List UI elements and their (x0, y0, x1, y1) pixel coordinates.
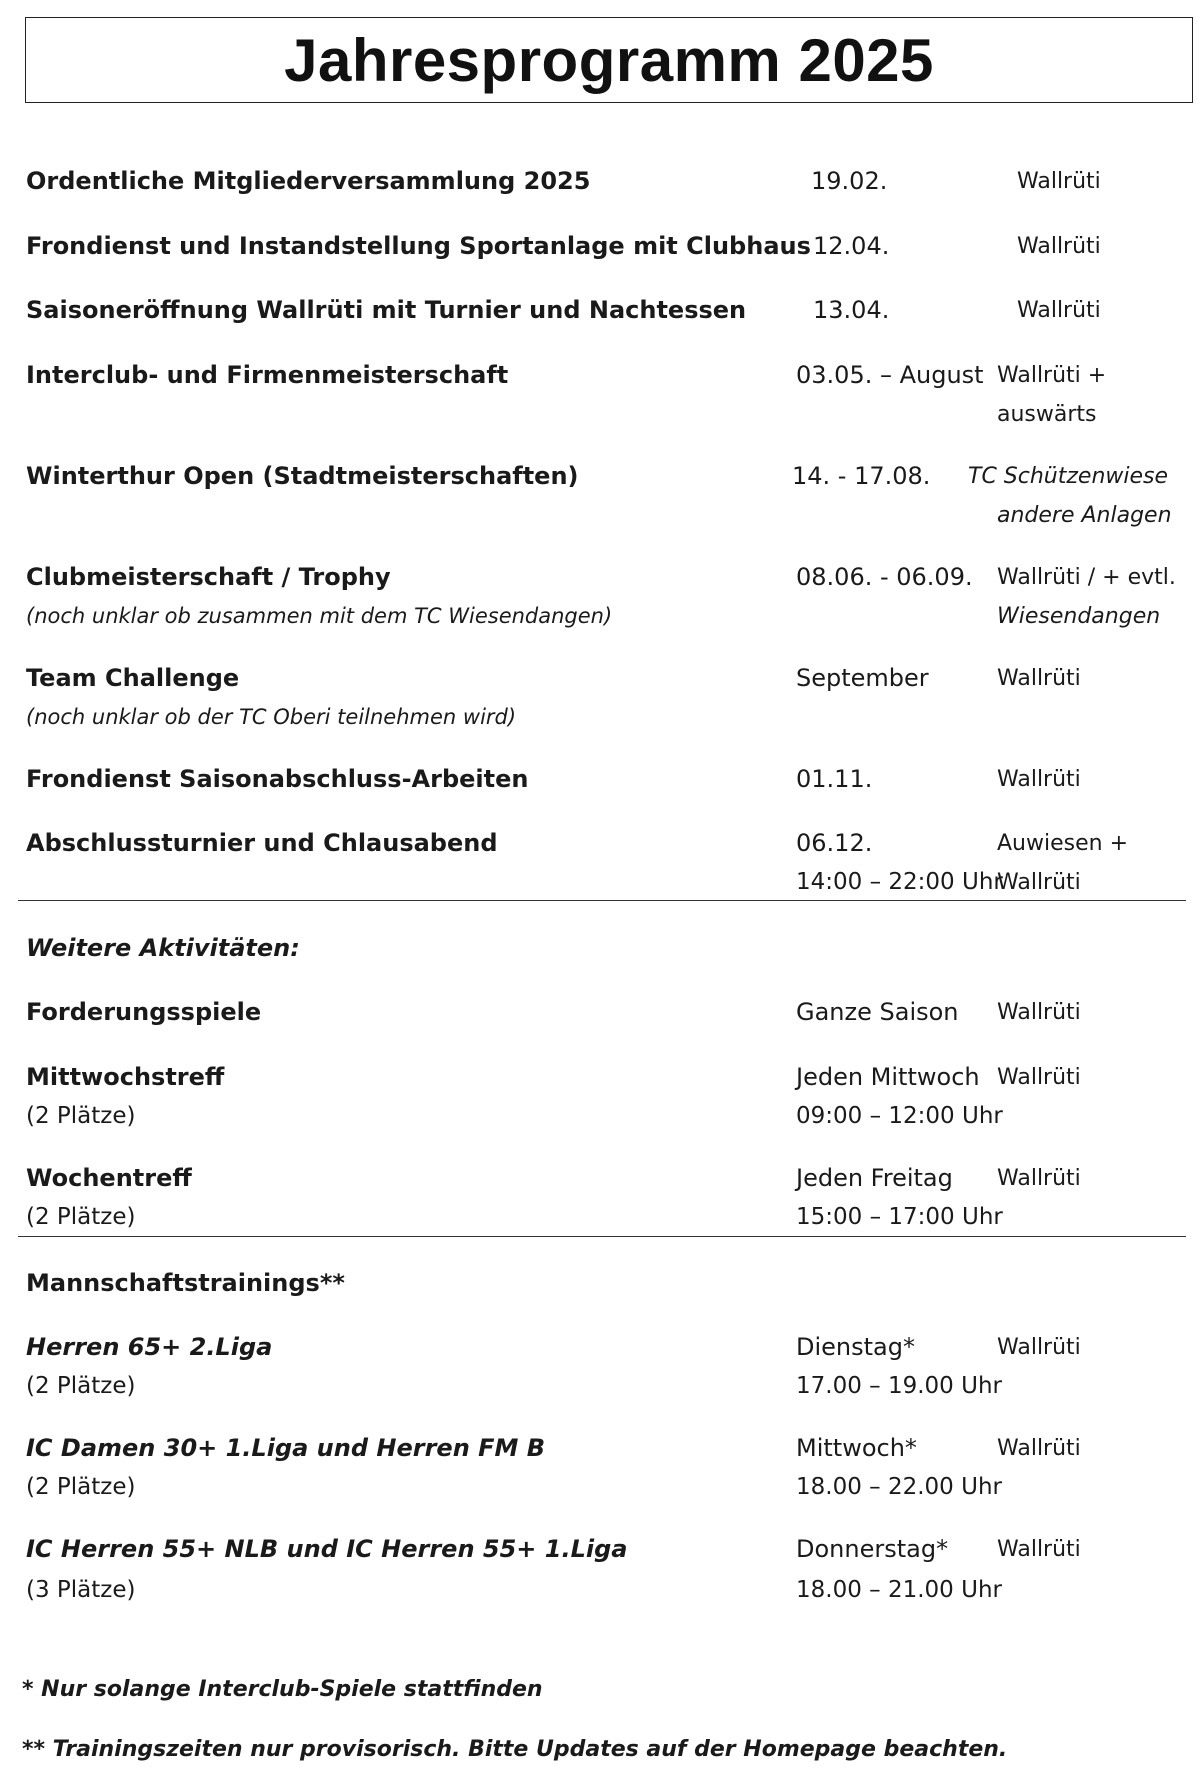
event-location: Wallrüti (1017, 234, 1101, 259)
activity-name: Wochentreff (26, 1164, 192, 1192)
training-time: 17.00 – 19.00 Uhr (796, 1373, 1002, 1399)
event-name: Winterthur Open (Stadtmeisterschaften) (26, 462, 579, 490)
activity-date: Jeden Freitag (796, 1164, 953, 1192)
event-location: Wallrüti / + evtl. (997, 565, 1176, 590)
event-name: Frondienst und Instandstellung Sportanlage mit Clubhaus (26, 232, 811, 260)
event-date: 19.02. (811, 167, 888, 195)
section-heading-trainings: Mannschaftstrainings** (26, 1269, 345, 1297)
event-date: 13.04. (813, 296, 890, 324)
event-location: Auwiesen + (997, 831, 1129, 856)
training-location: Wallrüti (997, 1335, 1081, 1360)
event-location-line2: Wiesendangen (997, 604, 1161, 629)
event-name: Frondienst Saisonabschluss-Arbeiten (26, 765, 529, 793)
activity-note: (2 Plätze) (26, 1103, 136, 1129)
event-date: 14. - 17.08. (792, 462, 931, 490)
event-date: 08.06. - 06.09. (796, 563, 973, 591)
event-location: Wallrüti + (997, 363, 1107, 388)
event-date: 12.04. (813, 232, 890, 260)
training-time: 18.00 – 22.00 Uhr (796, 1474, 1002, 1500)
event-name: Clubmeisterschaft / Trophy (26, 563, 391, 591)
event-location: Wallrüti (997, 767, 1081, 792)
event-name: Team Challenge (26, 664, 240, 692)
activity-name: Forderungsspiele (26, 998, 262, 1026)
section-heading-further: Weitere Aktivitäten: (26, 934, 300, 962)
event-name: Ordentliche Mitgliederversammlung 2025 (26, 167, 591, 195)
training-note: (3 Plätze) (26, 1577, 136, 1603)
event-date: 06.12. (796, 829, 873, 857)
footnote-training-times: ** Trainingszeiten nur provisorisch. Bitte Updates auf der Homepage beachten. (22, 1737, 1008, 1762)
event-note: (noch unklar ob zusammen mit dem TC Wiesendangen) (26, 604, 613, 628)
event-location: Wallrüti (1017, 169, 1101, 194)
training-name: IC Damen 30+ 1.Liga und Herren FM B (26, 1434, 546, 1462)
title-box (25, 17, 1193, 103)
event-time: 14:00 – 22:00 Uhr (796, 869, 1003, 895)
training-time: 18.00 – 21.00 Uhr (796, 1577, 1002, 1603)
training-location: Wallrüti (997, 1537, 1081, 1562)
activity-note: (2 Plätze) (26, 1204, 136, 1230)
event-date: 03.05. – August (796, 361, 984, 389)
section-divider (18, 1236, 1186, 1237)
training-note: (2 Plätze) (26, 1373, 136, 1399)
event-location: Wallrüti (997, 666, 1081, 691)
footnote-interclub: * Nur solange Interclub-Spiele stattfinden (22, 1677, 543, 1702)
activity-time: 09:00 – 12:00 Uhr (796, 1103, 1003, 1129)
event-location-line2: Wallrüti (997, 870, 1081, 895)
activity-time: 15:00 – 17:00 Uhr (796, 1204, 1003, 1230)
section-divider (18, 900, 1186, 901)
event-name: Interclub- und Firmenmeisterschaft (26, 361, 509, 389)
activity-date: Jeden Mittwoch (796, 1063, 980, 1091)
training-day: Dienstag* (796, 1333, 915, 1361)
activity-date: Ganze Saison (796, 998, 959, 1026)
training-day: Mittwoch* (796, 1434, 917, 1462)
training-location: Wallrüti (997, 1436, 1081, 1461)
event-name: Abschlussturnier und Chlausabend (26, 829, 498, 857)
event-date: 01.11. (796, 765, 873, 793)
event-location-line2: andere Anlagen (997, 503, 1172, 528)
event-note: (noch unklar ob der TC Oberi teilnehmen wird) (26, 705, 517, 729)
event-date: September (796, 664, 929, 692)
activity-location: Wallrüti (997, 1000, 1081, 1025)
training-note: (2 Plätze) (26, 1474, 136, 1500)
activity-location: Wallrüti (997, 1065, 1081, 1090)
activity-name: Mittwochstreff (26, 1063, 225, 1091)
training-name: Herren 65+ 2.Liga (26, 1333, 273, 1361)
page-title: Jahresprogramm 2025 (284, 26, 934, 94)
event-location: Wallrüti (1017, 298, 1101, 323)
activity-location: Wallrüti (997, 1166, 1081, 1191)
event-name: Saisoneröffnung Wallrüti mit Turnier und Nachtessen (26, 296, 747, 324)
event-location: TC Schützenwiese (968, 464, 1169, 489)
training-name: IC Herren 55+ NLB und IC Herren 55+ 1.Liga (26, 1535, 628, 1563)
training-day: Donnerstag* (796, 1535, 949, 1563)
event-location-line2: auswärts (997, 402, 1097, 427)
